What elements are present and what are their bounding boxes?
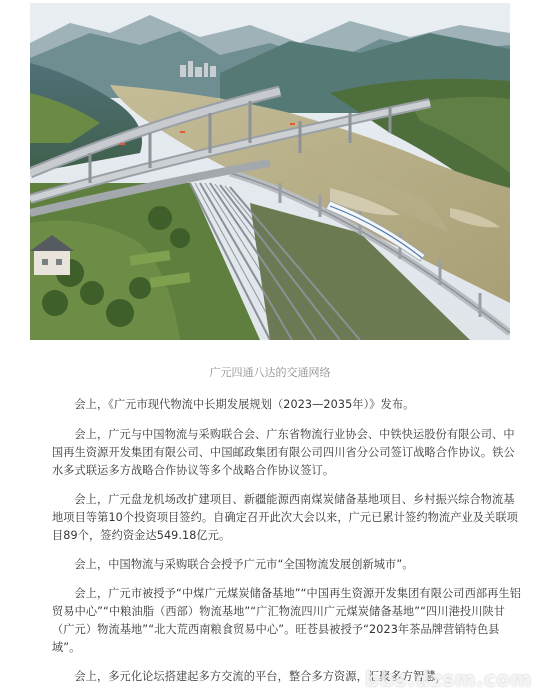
paragraph-strategic-agreements: 会上，广元与中国物流与采购联合会、广东省物流行业协会、中铁快运股份有限公司、中国再生资源开发集团有限公司、中国邮政集团有限公司四川省分公司签订战略合作协议。铁公水多式联运多方战略合作协议等多个战略合作协议签订。 (52, 428, 515, 477)
paragraph-project-signing: 会上，广元盘龙机场改扩建项目、新疆能源西南煤炭储备基地项目、乡村振兴综合物流基地项目等第10个投资项目签约。自确定召开此次大会以来，广元已累计签约物流产业及关联项目89个，签约资金达549.18亿元。 (52, 493, 518, 542)
article-body (52, 396, 522, 697)
photo-caption: 广元四通八达的交通网络 (209, 366, 331, 379)
paragraph-bases-awarded: 会上，广元市被授予“中煤广元煤炭储备基地”“中国再生资源开发集团有限公司西部再生铝贸易中心”“中粮油脂（西部）物流基地”“广汇物流四川广元煤炭储备基地”“四川港投川陕甘（广元）物流基地”“北大荒西南粮食贸易中心”。旺苍县被授予“2023年茶品牌营销特色县域”。 (52, 587, 522, 654)
paragraph-forum: 会上，多元化论坛搭建起多方交流的平台，整合多方资源，汇聚多方智慧， (74, 670, 447, 683)
transport-network-photo (30, 3, 510, 340)
site-watermark: bbs.dzsm.com (365, 667, 532, 691)
photo-illustration (30, 3, 510, 340)
paragraph-innovation-city: 会上，中国物流与采购联合会授予广元市“全国物流发展创新城市”。 (74, 558, 414, 571)
paragraph-plan-release: 会上，《广元市现代物流中长期发展规划（2023—2035年）》发布。 (74, 398, 415, 411)
